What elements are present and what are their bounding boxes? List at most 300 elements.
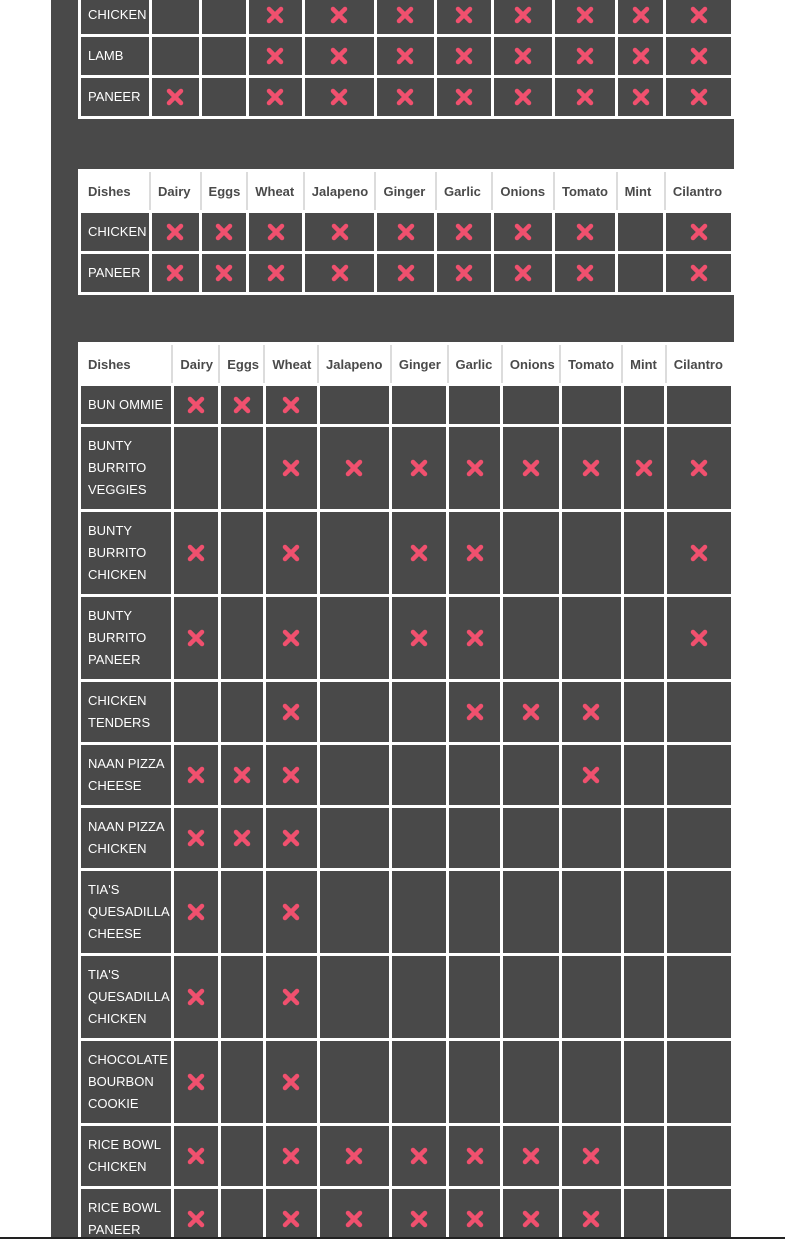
allergen-cell-marked	[492, 77, 554, 118]
column-header: Garlic	[448, 344, 502, 385]
allergen-cell-marked	[172, 807, 219, 870]
header-row	[80, 171, 733, 212]
allergen-cross-icon	[513, 87, 533, 107]
allergen-cell-empty	[560, 511, 622, 596]
column-header: Dairy	[150, 171, 201, 212]
allergen-cell-empty	[448, 1040, 502, 1125]
allergen-cell-marked	[665, 77, 733, 118]
allergen-cross-icon	[330, 263, 350, 283]
allergen-cell-empty	[622, 1040, 666, 1125]
allergen-cross-icon	[396, 222, 416, 242]
allergen-cross-icon	[513, 5, 533, 25]
allergen-cell-marked	[502, 1188, 560, 1238]
allergen-cross-icon	[232, 765, 252, 785]
allergen-cell-marked	[150, 77, 201, 118]
column-header: Ginger	[375, 171, 436, 212]
allergen-cell-marked	[150, 212, 201, 253]
allergen-cross-icon	[281, 765, 301, 785]
allergen-cell-marked	[375, 0, 436, 36]
allergen-cell-marked	[150, 253, 201, 294]
table-row	[80, 1040, 733, 1125]
dish-name: CHICKEN	[80, 212, 151, 253]
allergen-cell-empty	[448, 870, 502, 955]
allergen-cell-marked	[622, 426, 666, 511]
allergen-cell-empty	[391, 807, 448, 870]
allergen-cross-icon	[165, 87, 185, 107]
allergen-cross-icon	[344, 458, 364, 478]
table-row	[80, 385, 733, 426]
allergen-cross-icon	[521, 458, 541, 478]
allergen-cell-marked	[665, 0, 733, 36]
allergen-cell-empty	[150, 36, 201, 77]
allergen-cross-icon	[521, 1209, 541, 1229]
table-row	[80, 744, 733, 807]
allergen-cross-icon	[631, 5, 651, 25]
allergen-cell-empty	[666, 1125, 733, 1188]
allergen-cross-icon	[344, 1146, 364, 1166]
dish-name: PANEER	[80, 77, 151, 118]
allergen-cross-icon	[689, 87, 709, 107]
allergen-cell-marked	[492, 36, 554, 77]
allergen-cross-icon	[409, 1146, 429, 1166]
allergen-cell-marked	[264, 744, 318, 807]
allergen-cross-icon	[186, 1072, 206, 1092]
allergen-table-3	[78, 342, 734, 1237]
allergen-cross-icon	[281, 628, 301, 648]
dish-name: BUNTY BURRITO PANEER	[80, 596, 173, 681]
allergen-cell-marked	[560, 681, 622, 744]
dish-name: BUNTY BURRITO CHICKEN	[80, 511, 173, 596]
allergen-cross-icon	[513, 263, 533, 283]
allergen-cell-marked	[560, 744, 622, 807]
allergen-cross-icon	[266, 222, 286, 242]
allergen-cross-icon	[634, 458, 654, 478]
allergen-cell-marked	[304, 253, 376, 294]
allergen-cell-marked	[304, 77, 375, 118]
allergen-cell-marked	[247, 212, 304, 253]
allergen-cell-marked	[172, 1125, 219, 1188]
allergen-cross-icon	[465, 458, 485, 478]
allergen-cell-marked	[264, 1125, 318, 1188]
allergen-cell-empty	[622, 870, 666, 955]
allergen-cell-empty	[502, 1040, 560, 1125]
allergen-cross-icon	[465, 702, 485, 722]
allergen-cell-empty	[622, 744, 666, 807]
allergen-cell-empty	[666, 955, 733, 1040]
allergen-cell-marked	[554, 77, 617, 118]
allergen-cell-marked	[318, 426, 391, 511]
allergen-cell-marked	[264, 385, 318, 426]
allergen-cross-icon	[281, 1146, 301, 1166]
allergen-cell-marked	[502, 1125, 560, 1188]
allergen-cell-empty	[318, 1040, 391, 1125]
allergen-cross-icon	[186, 543, 206, 563]
allergen-cell-empty	[391, 955, 448, 1040]
column-header: Mint	[617, 171, 665, 212]
header-row	[80, 344, 733, 385]
allergen-cell-marked	[666, 511, 733, 596]
dish-name: NAAN PIZZA CHICKEN	[80, 807, 173, 870]
allergen-cross-icon	[186, 987, 206, 1007]
allergen-cell-empty	[560, 385, 622, 426]
allergen-cross-icon	[409, 543, 429, 563]
allergen-cell-empty	[502, 870, 560, 955]
allergen-cross-icon	[454, 46, 474, 66]
allergen-cell-empty	[318, 807, 391, 870]
allergen-cross-icon	[165, 222, 185, 242]
allergen-cross-icon	[631, 46, 651, 66]
allergen-cell-marked	[616, 36, 665, 77]
allergen-cell-empty	[560, 807, 622, 870]
allergen-cell-empty	[666, 385, 733, 426]
allergen-cell-empty	[448, 744, 502, 807]
allergen-cross-icon	[689, 543, 709, 563]
column-header: Eggs	[201, 171, 248, 212]
allergen-cell-marked	[492, 0, 554, 36]
allergen-cell-empty	[219, 681, 264, 744]
allergen-cell-empty	[318, 385, 391, 426]
allergen-cell-marked	[391, 426, 448, 511]
allergen-cell-empty	[318, 511, 391, 596]
allergen-cross-icon	[265, 5, 285, 25]
allergen-cell-marked	[172, 955, 219, 1040]
page-bottom-border	[0, 1237, 785, 1239]
allergen-cell-marked	[219, 807, 264, 870]
allergen-cell-empty	[201, 36, 247, 77]
allergen-cross-icon	[521, 1146, 541, 1166]
allergen-cross-icon	[454, 263, 474, 283]
allergen-cell-marked	[616, 0, 665, 36]
allergen-cross-icon	[689, 5, 709, 25]
allergen-cross-icon	[409, 458, 429, 478]
allergen-cell-marked	[375, 77, 436, 118]
allergen-cell-marked	[264, 681, 318, 744]
allergen-cross-icon	[689, 222, 709, 242]
allergen-cell-marked	[616, 77, 665, 118]
allergen-cell-empty	[391, 744, 448, 807]
allergen-cell-marked	[264, 1040, 318, 1125]
allergen-cell-marked	[492, 253, 554, 294]
allergen-cross-icon	[281, 1072, 301, 1092]
allergen-cross-icon	[575, 263, 595, 283]
allergen-cell-marked	[448, 1125, 502, 1188]
allergen-cell-empty	[666, 681, 733, 744]
allergen-cross-icon	[186, 1209, 206, 1229]
allergen-cell-marked	[172, 870, 219, 955]
allergen-cross-icon	[575, 46, 595, 66]
table-row	[80, 870, 733, 955]
table-row	[80, 681, 733, 744]
allergen-cell-empty	[502, 511, 560, 596]
dish-name: TIA'S QUESADILLA CHICKEN	[80, 955, 173, 1040]
allergen-cell-marked	[304, 36, 375, 77]
allergen-cell-marked	[666, 596, 733, 681]
dish-name: RICE BOWL CHICKEN	[80, 1125, 173, 1188]
column-header: Tomato	[560, 344, 622, 385]
allergen-cell-empty	[617, 253, 665, 294]
allergen-cell-marked	[264, 1188, 318, 1238]
table-row	[80, 0, 733, 36]
table-row	[80, 212, 733, 253]
allergen-cell-marked	[219, 744, 264, 807]
allergen-cross-icon	[575, 87, 595, 107]
allergen-cross-icon	[454, 87, 474, 107]
allergen-cell-empty	[502, 744, 560, 807]
allergen-cell-marked	[436, 36, 493, 77]
allergen-cell-marked	[172, 1040, 219, 1125]
allergen-cross-icon	[186, 1146, 206, 1166]
allergen-cell-empty	[391, 385, 448, 426]
allergen-cell-marked	[554, 253, 617, 294]
allergen-cell-empty	[172, 426, 219, 511]
column-header: Garlic	[436, 171, 492, 212]
allergen-cell-empty	[622, 681, 666, 744]
allergen-cell-marked	[436, 0, 493, 36]
allergen-cell-empty	[666, 744, 733, 807]
allergen-cross-icon	[186, 902, 206, 922]
allergen-cell-empty	[318, 744, 391, 807]
allergen-cross-icon	[465, 628, 485, 648]
allergen-cell-empty	[617, 212, 665, 253]
table-row	[80, 1125, 733, 1188]
dish-name: BUNTY BURRITO VEGGIES	[80, 426, 173, 511]
allergen-cell-marked	[172, 511, 219, 596]
allergen-cell-empty	[318, 870, 391, 955]
allergen-cross-icon	[575, 222, 595, 242]
allergen-cross-icon	[581, 765, 601, 785]
column-header: Dishes	[80, 344, 173, 385]
allergen-cross-icon	[395, 5, 415, 25]
allergen-cell-marked	[666, 426, 733, 511]
allergen-cell-marked	[391, 596, 448, 681]
allergen-cross-icon	[513, 222, 533, 242]
table-row	[80, 511, 733, 596]
allergen-cell-marked	[665, 253, 733, 294]
allergen-cell-marked	[304, 212, 376, 253]
allergen-cell-empty	[219, 1188, 264, 1238]
allergen-cell-empty	[560, 870, 622, 955]
dish-name: PANEER	[80, 253, 151, 294]
dish-name: RICE BOWL PANEER	[80, 1188, 173, 1238]
column-header: Tomato	[554, 171, 617, 212]
allergen-cell-marked	[264, 870, 318, 955]
allergen-cell-marked	[391, 1125, 448, 1188]
allergen-cross-icon	[265, 87, 285, 107]
allergen-cell-marked	[436, 212, 492, 253]
allergen-cell-empty	[560, 955, 622, 1040]
allergen-cell-empty	[219, 596, 264, 681]
allergen-cross-icon	[266, 263, 286, 283]
allergen-cell-empty	[502, 596, 560, 681]
allergen-cell-empty	[219, 955, 264, 1040]
allergen-cell-empty	[502, 807, 560, 870]
allergen-cross-icon	[581, 1146, 601, 1166]
allergen-cross-icon	[396, 263, 416, 283]
allergen-cell-empty	[622, 1188, 666, 1238]
table-row	[80, 253, 733, 294]
allergen-cell-empty	[219, 426, 264, 511]
column-header: Mint	[622, 344, 666, 385]
allergen-cell-marked	[448, 426, 502, 511]
allergen-cross-icon	[581, 458, 601, 478]
table-row	[80, 426, 733, 511]
allergen-cell-empty	[391, 870, 448, 955]
allergen-cell-empty	[666, 1188, 733, 1238]
allergen-cell-marked	[448, 511, 502, 596]
allergen-cell-empty	[666, 1040, 733, 1125]
allergen-cell-marked	[201, 212, 248, 253]
allergen-cell-marked	[304, 0, 375, 36]
allergen-cell-marked	[219, 385, 264, 426]
allergen-cross-icon	[186, 395, 206, 415]
allergen-cross-icon	[232, 828, 252, 848]
table-row	[80, 36, 733, 77]
allergen-cell-empty	[666, 807, 733, 870]
allergen-cell-marked	[247, 253, 304, 294]
column-header: Dairy	[172, 344, 219, 385]
allergen-cross-icon	[395, 46, 415, 66]
allergen-cell-empty	[201, 77, 247, 118]
dish-name: LAMB	[80, 36, 151, 77]
allergen-cell-empty	[622, 511, 666, 596]
allergen-cross-icon	[281, 395, 301, 415]
allergen-cell-marked	[247, 36, 304, 77]
allergen-cell-marked	[264, 596, 318, 681]
allergen-cell-marked	[554, 212, 617, 253]
allergen-cell-empty	[219, 511, 264, 596]
allergen-cross-icon	[513, 46, 533, 66]
allergen-cross-icon	[329, 5, 349, 25]
allergen-cell-marked	[264, 807, 318, 870]
allergen-cross-icon	[689, 46, 709, 66]
allergen-cross-icon	[329, 46, 349, 66]
allergen-cell-marked	[391, 511, 448, 596]
allergen-cross-icon	[186, 765, 206, 785]
dish-name: CHICKEN TENDERS	[80, 681, 173, 744]
column-header: Onions	[492, 171, 554, 212]
allergen-cell-empty	[622, 807, 666, 870]
table-row	[80, 955, 733, 1040]
allergen-cell-empty	[560, 1040, 622, 1125]
allergen-cell-empty	[391, 681, 448, 744]
table-row	[80, 596, 733, 681]
allergen-cross-icon	[409, 1209, 429, 1229]
allergen-cell-marked	[375, 36, 436, 77]
allergen-cross-icon	[186, 828, 206, 848]
allergen-cross-icon	[631, 87, 651, 107]
allergen-cell-empty	[502, 385, 560, 426]
allergen-cell-marked	[448, 681, 502, 744]
allergen-cross-icon	[465, 543, 485, 563]
table-row	[80, 807, 733, 870]
column-header: Wheat	[247, 171, 304, 212]
allergen-cross-icon	[265, 46, 285, 66]
allergen-cell-marked	[448, 1188, 502, 1238]
column-header: Cilantro	[666, 344, 733, 385]
dish-name: BUN OMMIE	[80, 385, 173, 426]
allergen-cell-empty	[318, 596, 391, 681]
allergen-cell-empty	[622, 1125, 666, 1188]
allergen-cross-icon	[232, 395, 252, 415]
allergen-cross-icon	[581, 1209, 601, 1229]
table-row	[80, 1188, 733, 1238]
column-header: Jalapeno	[318, 344, 391, 385]
column-header: Onions	[502, 344, 560, 385]
allergen-cell-empty	[318, 955, 391, 1040]
allergen-cell-empty	[219, 870, 264, 955]
column-header: Cilantro	[665, 171, 733, 212]
allergen-cell-marked	[318, 1125, 391, 1188]
allergen-cell-marked	[375, 253, 436, 294]
allergen-cell-empty	[219, 1125, 264, 1188]
allergen-cross-icon	[281, 543, 301, 563]
column-header: Dishes	[80, 171, 151, 212]
allergen-cell-marked	[560, 426, 622, 511]
column-header: Jalapeno	[304, 171, 376, 212]
allergen-cross-icon	[329, 87, 349, 107]
allergen-cross-icon	[409, 628, 429, 648]
allergen-cell-marked	[375, 212, 436, 253]
allergen-cell-empty	[201, 0, 247, 36]
allergen-cross-icon	[454, 5, 474, 25]
dish-name: NAAN PIZZA CHEESE	[80, 744, 173, 807]
allergen-cell-marked	[247, 0, 304, 36]
allergen-cell-empty	[391, 1040, 448, 1125]
allergen-cell-marked	[492, 212, 554, 253]
allergen-cross-icon	[281, 702, 301, 722]
allergen-table-1	[78, 0, 734, 119]
allergen-cell-empty	[219, 1040, 264, 1125]
allergen-cross-icon	[186, 628, 206, 648]
allergen-cross-icon	[395, 87, 415, 107]
allergen-cell-marked	[665, 212, 733, 253]
allergen-cell-marked	[502, 426, 560, 511]
allergen-cross-icon	[281, 987, 301, 1007]
allergen-cross-icon	[689, 628, 709, 648]
allergen-cell-empty	[666, 870, 733, 955]
allergen-cross-icon	[581, 702, 601, 722]
allergen-panel	[51, 0, 734, 1237]
allergen-cell-empty	[448, 955, 502, 1040]
allergen-cell-marked	[436, 253, 492, 294]
allergen-cell-empty	[448, 807, 502, 870]
column-header: Wheat	[264, 344, 318, 385]
dish-name: TIA'S QUESADILLA CHEESE	[80, 870, 173, 955]
allergen-table-2	[78, 169, 734, 295]
allergen-cell-empty	[318, 681, 391, 744]
allergen-cross-icon	[465, 1209, 485, 1229]
allergen-cell-marked	[172, 385, 219, 426]
allergen-cell-empty	[150, 0, 201, 36]
allergen-cell-marked	[436, 77, 493, 118]
allergen-cross-icon	[521, 702, 541, 722]
column-header: Ginger	[391, 344, 448, 385]
allergen-cell-marked	[318, 1188, 391, 1238]
allergen-cell-marked	[172, 1188, 219, 1238]
allergen-cross-icon	[281, 828, 301, 848]
allergen-cell-empty	[448, 385, 502, 426]
allergen-cell-marked	[201, 253, 248, 294]
allergen-cell-marked	[391, 1188, 448, 1238]
table-row	[80, 77, 733, 118]
allergen-cross-icon	[689, 263, 709, 283]
allergen-cross-icon	[281, 458, 301, 478]
allergen-cell-marked	[560, 1125, 622, 1188]
allergen-cell-marked	[448, 596, 502, 681]
allergen-cell-marked	[665, 36, 733, 77]
allergen-cell-marked	[502, 681, 560, 744]
allergen-cell-empty	[622, 955, 666, 1040]
